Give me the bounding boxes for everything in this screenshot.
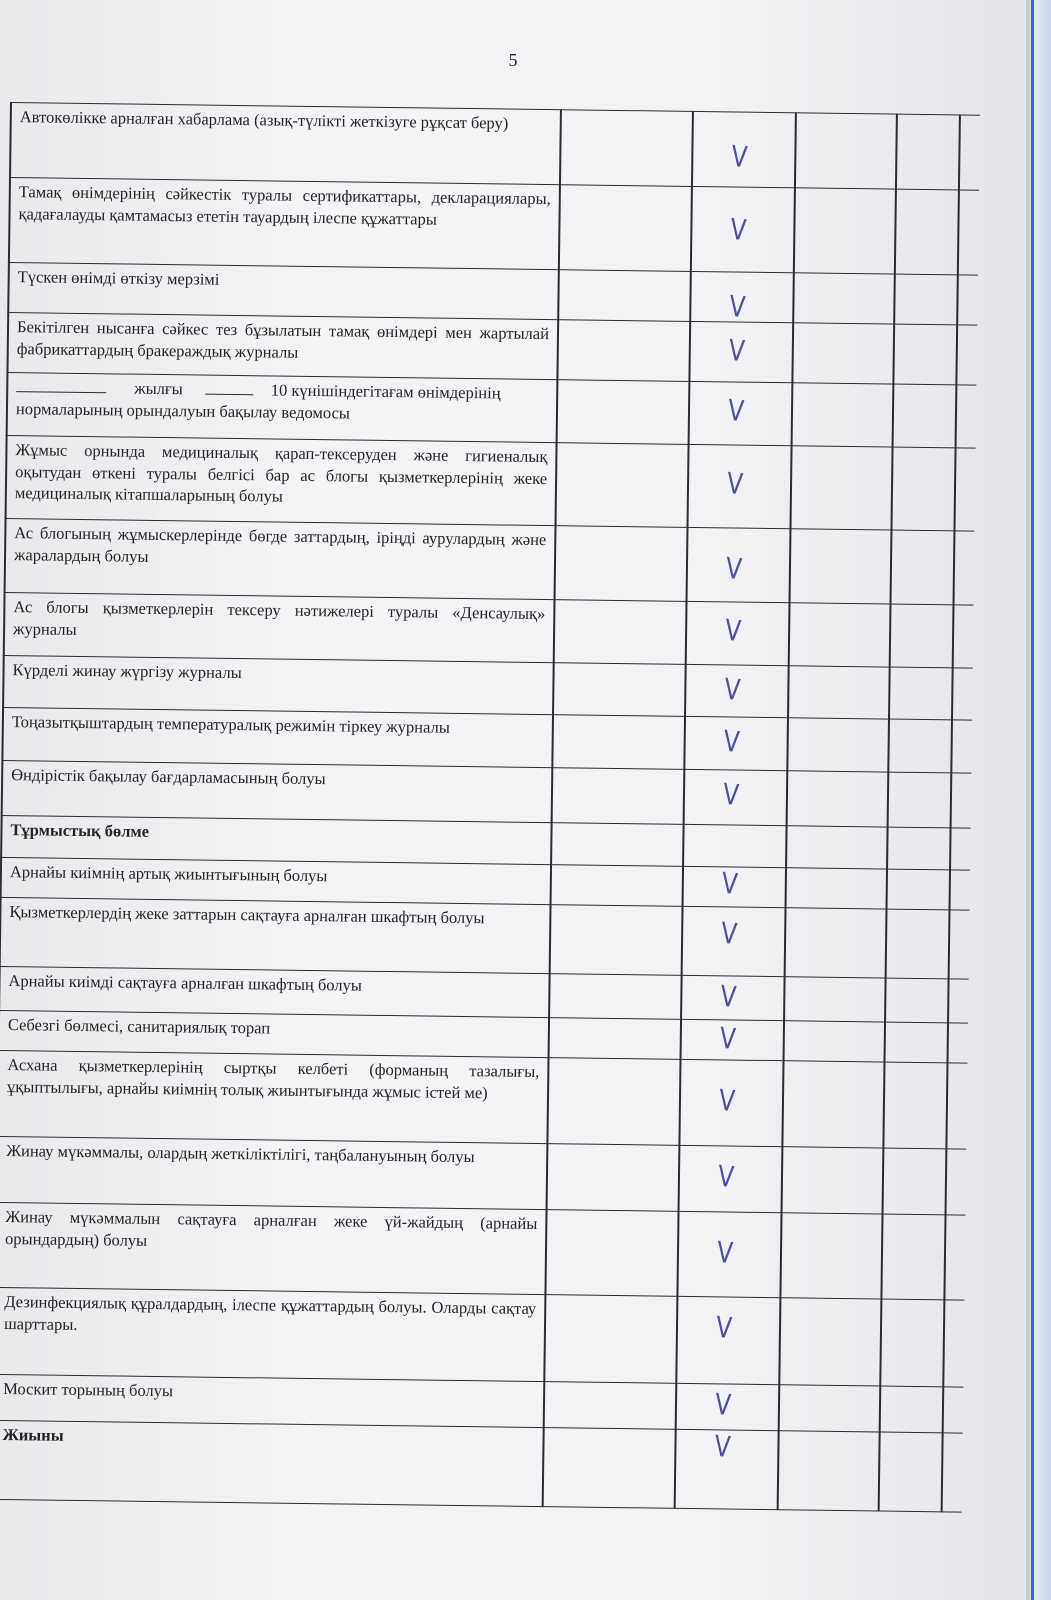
row-label: Жинау мүкәммалын сақтауға арналған жеке үй-жайдың (арнайы орындардың) болуы	[5, 1207, 538, 1250]
checklist-table	[0, 102, 1010, 1515]
row-label-part: жылғы	[134, 378, 183, 399]
row-label: Бекітілген нысанға сәйкес тез бұзылатын тамақ өнімдері мен жартылай фабрикаттардың бракераждық журналы	[16, 317, 550, 362]
check-mark-icon: V	[718, 1020, 737, 1057]
table-row	[9, 102, 980, 190]
table-row	[0, 1287, 964, 1387]
row-label: Ас блогының жұмыскерлерінде бөгде заттардың, іріңді аурулардың және жаралардың болуы	[13, 523, 547, 566]
row-label: Тұрмыстық бөлме	[10, 820, 150, 841]
page-number: 5	[508, 50, 518, 70]
table-row	[0, 1136, 966, 1215]
table-row	[0, 1420, 963, 1513]
check-mark-icon: V	[720, 865, 739, 902]
check-mark-icon: V	[716, 1158, 736, 1195]
check-mark-icon: V	[719, 978, 738, 1015]
check-mark-icon: V	[730, 138, 749, 175]
table-row	[0, 1050, 968, 1149]
check-mark-icon: V	[721, 776, 741, 813]
row-label: Өндірістік бақылау бағдарламасының болуы	[11, 765, 326, 789]
check-mark-icon: V	[729, 211, 748, 248]
row-label: Автокөлікке арналған хабарлама (азық-түлікті жеткізуге рұқсат беру)	[19, 107, 509, 133]
sheet-edge-background	[1026, 0, 1051, 1600]
check-mark-icon: V	[727, 332, 746, 369]
row-label: Арнайы киімнің артық жиынтығының болуы	[9, 862, 328, 886]
check-mark-icon: V	[724, 612, 743, 649]
table-row	[8, 177, 979, 275]
table-row	[0, 1202, 966, 1300]
row-label: Ас блогы қызметкерлерін тексеру нәтижелері туралы «Денсаулық» журналы	[12, 597, 546, 639]
row-label: Асхана қызметкерлерінің сыртқы келбеті (форманың тазалығы, ұқыптылығы, арнайы киімнің толық жиынтығында жұмыс істей ме)	[6, 1055, 540, 1102]
row-label: Жұмыс орнында медициналық қарап-тексеруден және гигиеналық оқытудан өткені туралы белгісі бар ас блогы қызметкерлерінің жеке медициналық кітапшаларының болуы	[14, 440, 548, 506]
table-row	[5, 435, 976, 531]
row-label: Жинау мүкәммалы, олардың жеткіліктілігі, таңбалануының болуы	[6, 1141, 475, 1167]
check-mark-icon: V	[728, 288, 747, 325]
check-mark-icon: V	[723, 671, 742, 708]
table-row	[4, 518, 975, 605]
check-mark-icon: V	[720, 915, 739, 952]
year-blank	[16, 391, 106, 393]
check-mark-icon: V	[713, 1386, 733, 1423]
date-blank	[205, 394, 253, 396]
row-label: Түскен өнімді өткізу мерзімі	[17, 267, 220, 289]
check-mark-icon: V	[713, 1428, 732, 1465]
row-label: Арнайы киімді сақтауға арналған шкафтың болуы	[8, 971, 363, 995]
table-row	[0, 897, 970, 979]
row-label: Қызметкерлердің жеке заттарын сақтауға арналған шкафтың болуы	[9, 902, 485, 928]
row-label-part: 10 күнішіндегітағам өнімдерінің нормаларының орындалуын бақылау ведомосы	[15, 380, 501, 422]
row-label: Жиыны	[2, 1425, 64, 1445]
check-mark-icon: V	[714, 1309, 734, 1346]
check-mark-icon: V	[725, 465, 745, 502]
row-label: Күрделі жинау жүргізу журналы	[12, 660, 242, 683]
check-mark-icon: V	[717, 1082, 737, 1119]
check-mark-icon: V	[726, 392, 746, 429]
row-label: Себезгі бөлмесі, санитариялық торап	[7, 1015, 271, 1038]
row-label: Москит торының болуы	[3, 1379, 174, 1401]
check-mark-icon: V	[724, 550, 743, 587]
check-mark-icon: V	[722, 723, 741, 760]
check-mark-icon: V	[715, 1234, 735, 1271]
row-label: Дезинфекциялық құралдардың, ілеспе құжаттардың болуы. Оларды сақтау шарттары.	[3, 1292, 537, 1334]
row-label: Тоңазытқыштардың температуралық режимін тіркеу журналы	[11, 712, 450, 737]
sheet-edge-line	[1031, 0, 1034, 1600]
row-label	[16, 376, 549, 426]
row-label: Тамақ өнімдерінің сәйкестік туралы сертификаттары, декларациялары, қадағалауды қамтамасыз ететін тауардың ілеспе құжаттары	[18, 182, 551, 229]
